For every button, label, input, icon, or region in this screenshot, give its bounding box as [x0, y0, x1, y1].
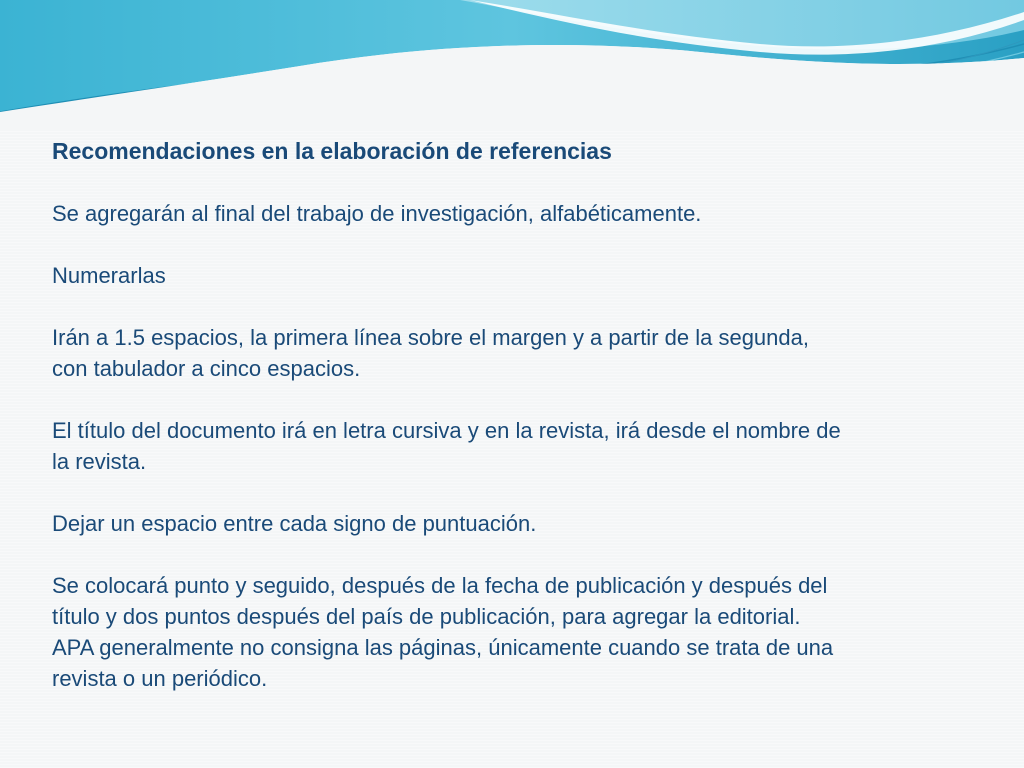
slide-title: Recomendaciones en la elaboración de referencias: [52, 138, 612, 164]
text-line: El título del documento irá en letra cursiva y en la revista, irá desde el nombre de: [52, 418, 841, 443]
paragraph-title-italic: [52, 415, 982, 477]
paragraph-numerarlas: [52, 260, 982, 291]
text-line: APA generalmente no consigna las páginas, únicamente cuando se trata de una: [52, 635, 834, 660]
text-line: Irán a 1.5 espacios, la primera línea sobre el margen y a partir de la segunda,: [52, 325, 809, 350]
text-line: título y dos puntos después del país de publicación, para agregar la editorial.: [52, 604, 801, 629]
slide-content: [52, 136, 982, 694]
paragraph-punctuation: [52, 508, 982, 539]
text-line: revista o un periódico.: [52, 666, 268, 691]
text-line: con tabulador a cinco espacios.: [52, 356, 361, 381]
paragraph-publication: [52, 570, 982, 694]
text-line: Se agregarán al final del trabajo de investigación, alfabéticamente.: [52, 201, 702, 226]
paragraph-alphabetical: [52, 198, 982, 229]
header-wave-decoration: [0, 0, 1024, 130]
text-line: Se colocará punto y seguido, después de la fecha de publicación y después del: [52, 573, 828, 598]
paragraph-spacing: [52, 322, 982, 384]
text-line: Dejar un espacio entre cada signo de puntuación.: [52, 511, 537, 536]
text-line: Numerarlas: [52, 263, 166, 288]
text-line: la revista.: [52, 449, 147, 474]
